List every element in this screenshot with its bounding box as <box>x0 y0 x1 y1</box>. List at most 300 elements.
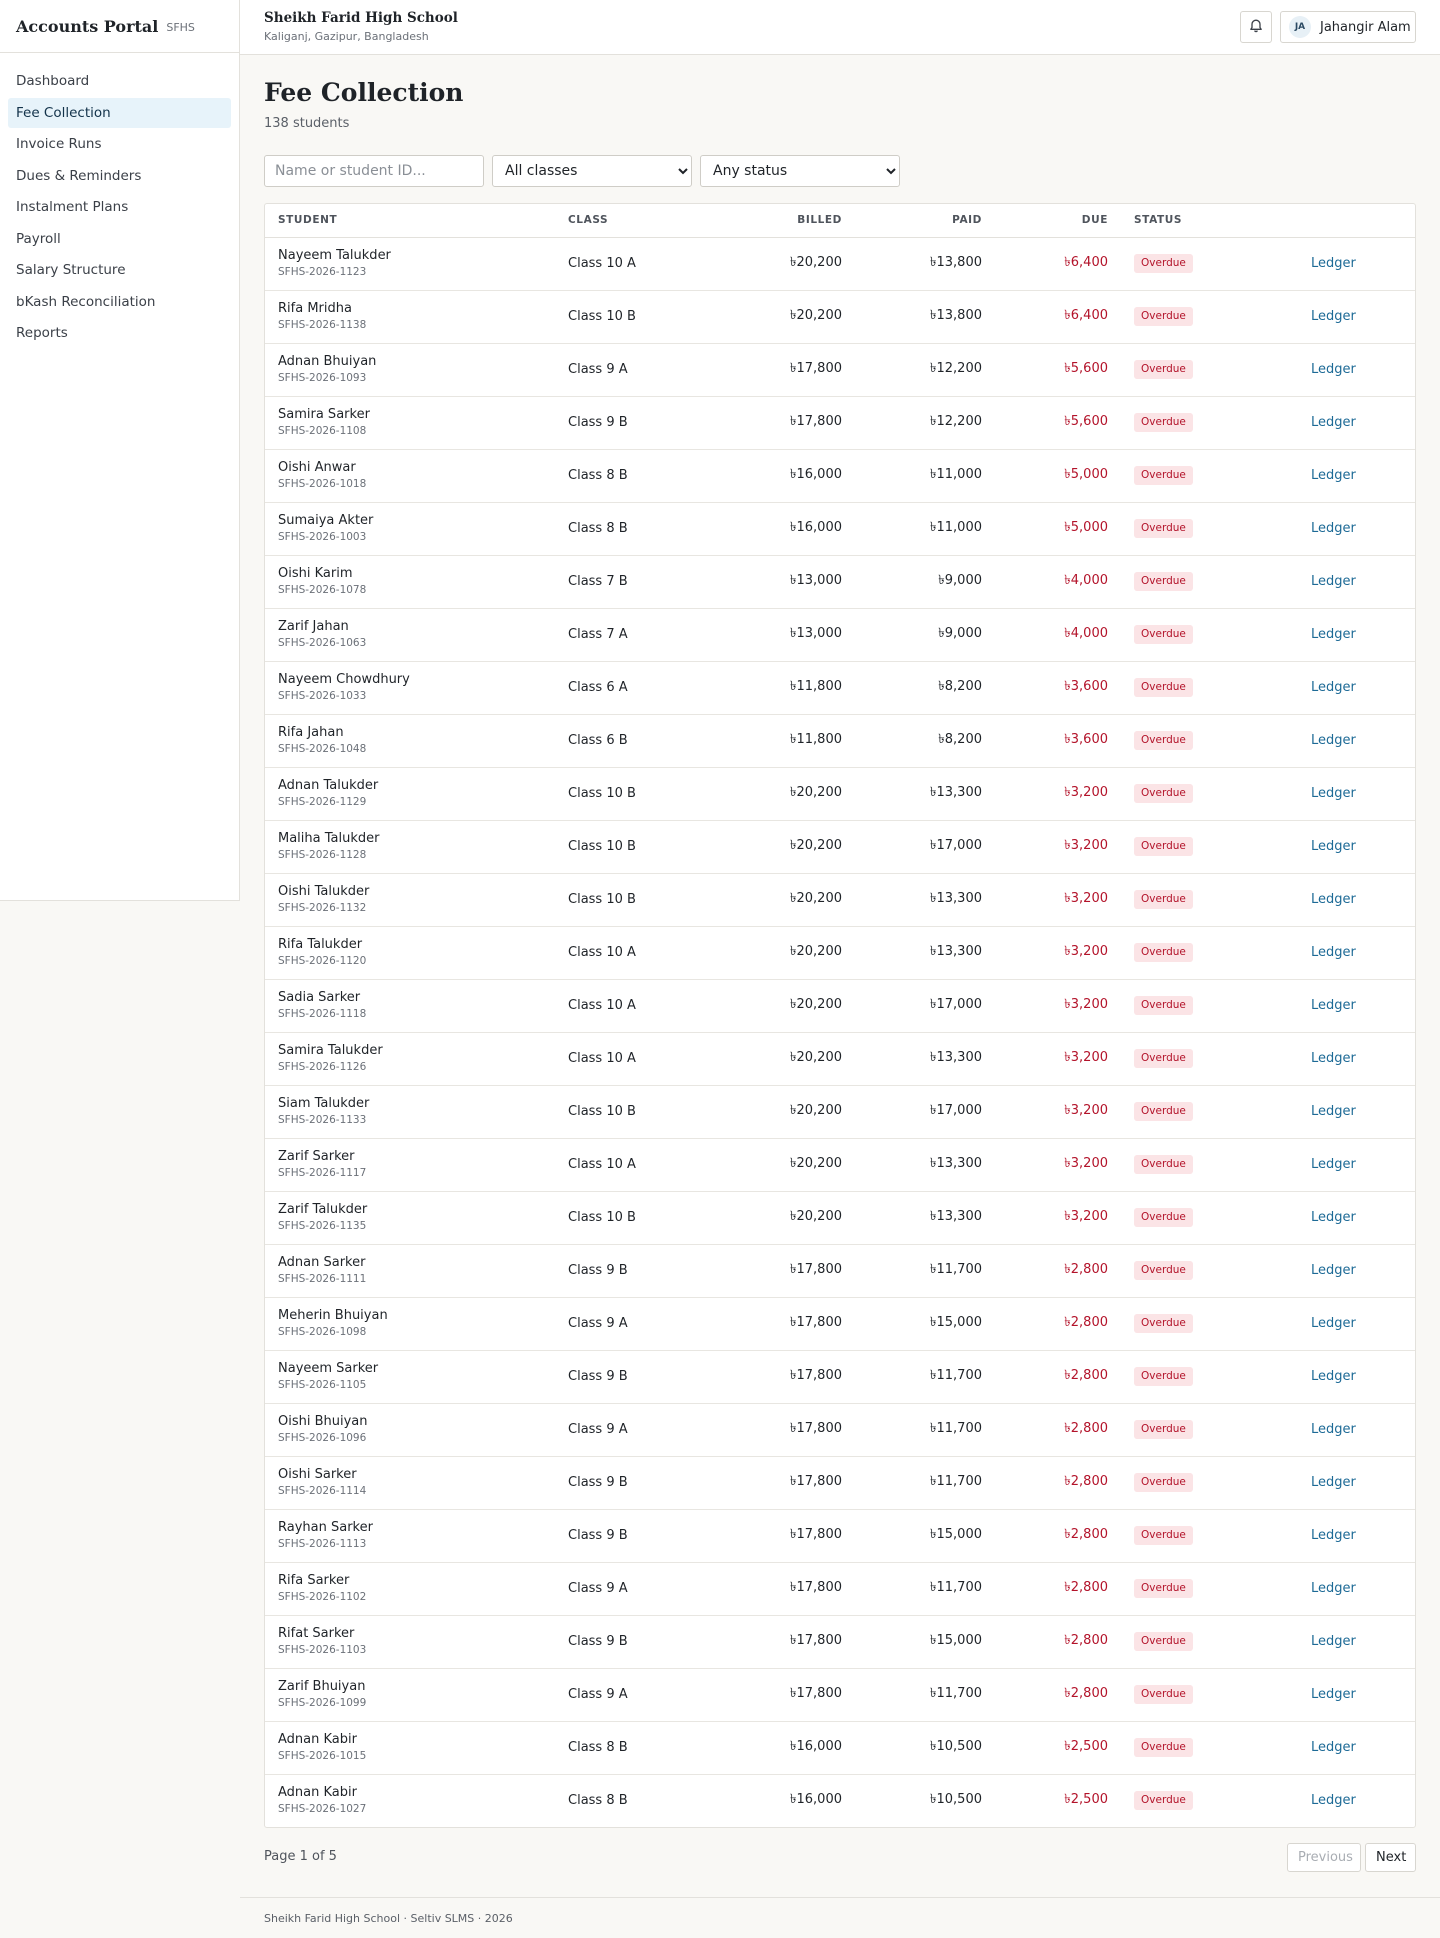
student-id: SFHS-2026-1133 <box>278 1114 367 1126</box>
action-cell <box>1271 873 1416 926</box>
student-cell <box>265 873 555 926</box>
table-header-row <box>265 204 1416 237</box>
action-cell <box>1271 1562 1416 1615</box>
sidebar-item-reports[interactable]: Reports <box>16 325 68 341</box>
student-name: Oishi Bhuiyan <box>278 1414 368 1429</box>
ledger-link[interactable]: Ledger <box>1311 1316 1356 1331</box>
action-cell <box>1271 1509 1416 1562</box>
table-row <box>265 290 1416 343</box>
status-cell <box>1121 555 1271 608</box>
ledger-link[interactable]: Ledger <box>1311 309 1356 324</box>
sidebar-item-dashboard[interactable]: Dashboard <box>16 73 90 89</box>
class-cell: Class 9 A <box>568 1581 628 1596</box>
table-row <box>265 502 1416 555</box>
paid-cell: ৳13,300 <box>930 1050 982 1065</box>
table-row <box>265 1721 1416 1774</box>
class-cell: Class 10 A <box>568 945 636 960</box>
paid-cell: ৳13,300 <box>930 785 982 800</box>
class-cell: Class 10 B <box>568 1104 636 1119</box>
status-badge: Overdue <box>1134 1473 1193 1492</box>
ledger-link[interactable]: Ledger <box>1311 786 1356 801</box>
status-badge: Overdue <box>1134 466 1193 485</box>
status-cell <box>1121 608 1271 661</box>
sidebar-item-bkash-reconciliation[interactable]: bKash Reconciliation <box>16 293 156 310</box>
status-cell <box>1121 237 1271 290</box>
student-id: SFHS-2026-1108 <box>278 425 367 437</box>
status-cell <box>1121 1668 1271 1721</box>
class-cell: Class 9 B <box>568 1528 628 1543</box>
action-cell <box>1271 608 1416 661</box>
table-row <box>265 1509 1416 1562</box>
billed-cell: ৳13,000 <box>790 573 842 588</box>
status-cell <box>1121 1191 1271 1244</box>
table-row <box>265 237 1416 290</box>
ledger-link[interactable]: Ledger <box>1311 733 1356 748</box>
sidebar-item-instalment-plans[interactable]: Instalment Plans <box>16 199 129 215</box>
status-badge: Overdue <box>1134 1261 1193 1280</box>
student-id: SFHS-2026-1103 <box>278 1644 367 1656</box>
status-badge: Overdue <box>1134 413 1193 432</box>
billed-cell: ৳13,000 <box>790 626 842 641</box>
col-header-status[interactable]: STATUS <box>1134 214 1183 227</box>
student-id: SFHS-2026-1027 <box>278 1803 367 1816</box>
table-row <box>265 1562 1416 1615</box>
table-row <box>265 1138 1416 1191</box>
sidebar-item-dues-reminders[interactable]: Dues & Reminders <box>16 167 142 184</box>
status-cell <box>1121 502 1271 555</box>
table-row <box>265 1244 1416 1297</box>
brand-code: SFHS <box>166 20 195 34</box>
sidebar-item-salary-structure[interactable]: Salary Structure <box>16 262 126 278</box>
status-cell <box>1121 1085 1271 1138</box>
class-cell: Class 10 B <box>568 309 636 324</box>
paid-cell: ৳12,200 <box>930 414 982 429</box>
action-cell <box>1271 1456 1416 1509</box>
student-id: SFHS-2026-1078 <box>278 584 367 596</box>
status-badge: Overdue <box>1134 1685 1193 1704</box>
student-cell <box>265 237 555 290</box>
page-title: Fee Collection <box>264 78 464 107</box>
sidebar-item-invoice-runs[interactable]: Invoice Runs <box>16 136 102 152</box>
billed-cell: ৳17,800 <box>790 1580 842 1595</box>
ledger-link[interactable]: Ledger <box>1311 362 1356 377</box>
billed-cell: ৳17,800 <box>790 1474 842 1489</box>
student-name: Zarif Bhuiyan <box>278 1679 366 1694</box>
ledger-link[interactable]: Ledger <box>1311 945 1356 960</box>
table-row <box>265 714 1416 767</box>
table-row <box>265 1456 1416 1509</box>
user-name: Jahangir Alam <box>1320 19 1411 35</box>
student-cell <box>265 820 555 873</box>
class-cell: Class 6 A <box>568 680 628 695</box>
class-cell: Class 7 B <box>568 574 628 589</box>
paid-cell: ৳13,300 <box>930 1209 982 1224</box>
class-cell: Class 10 B <box>568 1210 636 1225</box>
school-name: Sheikh Farid High School <box>264 10 458 26</box>
paid-cell: ৳12,200 <box>930 361 982 376</box>
table-row <box>265 449 1416 502</box>
student-cell <box>265 714 555 767</box>
billed-cell: ৳17,800 <box>790 361 842 376</box>
student-name: Samira Talukder <box>278 1043 383 1058</box>
student-name: Nayeem Talukder <box>278 248 391 263</box>
paid-cell: ৳15,000 <box>930 1633 982 1648</box>
action-cell <box>1271 1668 1416 1721</box>
table-row <box>265 979 1416 1032</box>
status-cell <box>1121 873 1271 926</box>
paid-cell: ৳13,300 <box>930 1156 982 1171</box>
due-cell: ৳5,600 <box>1064 414 1108 429</box>
class-cell: Class 8 B <box>568 468 628 483</box>
student-name: Meherin Bhuiyan <box>278 1308 388 1323</box>
paid-cell: ৳11,000 <box>930 467 982 482</box>
class-cell: Class 10 A <box>568 998 636 1013</box>
billed-cell: ৳17,800 <box>790 1686 842 1701</box>
status-badge: Overdue <box>1134 1049 1193 1068</box>
fee-table <box>264 203 1416 1828</box>
status-badge: Overdue <box>1134 837 1193 856</box>
billed-cell: ৳20,200 <box>790 944 842 959</box>
status-badge: Overdue <box>1134 1579 1193 1598</box>
student-id: SFHS-2026-1033 <box>278 690 367 702</box>
student-name: Adnan Kabir <box>278 1785 357 1801</box>
billed-cell: ৳20,200 <box>790 1050 842 1065</box>
main-area <box>240 0 1440 1938</box>
paid-cell: ৳17,000 <box>930 997 982 1012</box>
student-id: SFHS-2026-1093 <box>278 372 367 384</box>
previous-page-button[interactable]: Previous <box>1287 1843 1361 1872</box>
student-cell <box>265 1509 555 1562</box>
billed-cell: ৳17,800 <box>790 414 842 429</box>
student-name: Samira Sarker <box>278 407 370 422</box>
status-cell <box>1121 343 1271 396</box>
billed-cell: ৳20,200 <box>790 891 842 906</box>
billed-cell: ৳20,200 <box>790 308 842 323</box>
action-cell <box>1271 1721 1416 1774</box>
student-id: SFHS-2026-1138 <box>278 319 367 331</box>
status-badge: Overdue <box>1134 731 1193 750</box>
due-cell: ৳2,800 <box>1064 1421 1108 1436</box>
paid-cell: ৳15,000 <box>930 1527 982 1542</box>
due-cell: ৳2,800 <box>1064 1368 1108 1383</box>
student-cell <box>265 1668 555 1721</box>
paid-cell: ৳13,800 <box>930 255 982 270</box>
class-cell: Class 8 B <box>568 521 628 536</box>
class-cell: Class 8 B <box>568 1740 628 1755</box>
action-cell <box>1271 1191 1416 1244</box>
action-cell <box>1271 1774 1416 1827</box>
ledger-link[interactable]: Ledger <box>1311 1210 1356 1225</box>
class-cell: Class 10 B <box>568 786 636 801</box>
status-cell <box>1121 1615 1271 1668</box>
status-badge: Overdue <box>1134 1314 1193 1333</box>
ledger-link[interactable]: Ledger <box>1311 468 1356 483</box>
ledger-link[interactable]: Ledger <box>1311 892 1356 907</box>
student-cell <box>265 1244 555 1297</box>
ledger-link[interactable]: Ledger <box>1311 998 1356 1013</box>
student-cell <box>265 1085 555 1138</box>
billed-cell: ৳20,200 <box>790 785 842 800</box>
status-badge: Overdue <box>1134 572 1193 591</box>
paid-cell: ৳13,300 <box>930 944 982 959</box>
ledger-link[interactable]: Ledger <box>1311 1104 1356 1119</box>
table-row <box>265 1615 1416 1668</box>
ledger-link[interactable]: Ledger <box>1311 627 1356 642</box>
due-cell: ৳2,500 <box>1064 1739 1108 1754</box>
status-badge: Overdue <box>1134 307 1193 326</box>
status-cell <box>1121 1138 1271 1191</box>
action-cell <box>1271 343 1416 396</box>
due-cell: ৳3,200 <box>1064 1209 1108 1224</box>
status-badge: Overdue <box>1134 1208 1193 1227</box>
paid-cell: ৳9,000 <box>938 573 982 588</box>
student-cell <box>265 1456 555 1509</box>
due-cell: ৳3,200 <box>1064 1156 1108 1171</box>
student-name: Adnan Talukder <box>278 778 379 793</box>
action-cell <box>1271 502 1416 555</box>
paid-cell: ৳9,000 <box>938 626 982 641</box>
billed-cell: ৳16,000 <box>790 1739 842 1754</box>
status-badge: Overdue <box>1134 1738 1193 1757</box>
student-cell <box>265 1774 555 1827</box>
col-header-class[interactable]: CLASS <box>568 214 609 227</box>
status-badge: Overdue <box>1134 1632 1193 1651</box>
action-cell <box>1271 1403 1416 1456</box>
status-badge: Overdue <box>1134 254 1193 273</box>
footer-text: Sheikh Farid High School · Seltiv SLMS · 2026 <box>264 1912 513 1925</box>
action-cell <box>1271 1615 1416 1668</box>
student-name: Sadia Sarker <box>278 990 361 1005</box>
student-cell <box>265 555 555 608</box>
due-cell: ৳3,200 <box>1064 891 1108 906</box>
student-id: SFHS-2026-1015 <box>278 1750 367 1762</box>
student-name: Siam Talukder <box>278 1096 370 1111</box>
ledger-link[interactable]: Ledger <box>1311 839 1356 854</box>
notifications-button[interactable] <box>1240 11 1272 43</box>
class-cell: Class 9 B <box>568 1263 628 1278</box>
student-name: Rifa Mridha <box>278 301 352 316</box>
action-cell <box>1271 290 1416 343</box>
student-id: SFHS-2026-1063 <box>278 637 367 649</box>
ledger-link[interactable]: Ledger <box>1311 1157 1356 1172</box>
paid-cell: ৳11,000 <box>930 520 982 535</box>
brand <box>0 0 239 53</box>
user-menu-button[interactable] <box>1280 11 1416 43</box>
due-cell: ৳5,600 <box>1064 361 1108 376</box>
student-cell <box>265 1138 555 1191</box>
paid-cell: ৳17,000 <box>930 838 982 853</box>
status-cell <box>1121 979 1271 1032</box>
student-id: SFHS-2026-1118 <box>278 1008 367 1020</box>
ledger-link[interactable]: Ledger <box>1311 521 1356 536</box>
action-cell <box>1271 1138 1416 1191</box>
paid-cell: ৳13,300 <box>930 891 982 906</box>
ledger-link[interactable]: Ledger <box>1311 1687 1356 1702</box>
action-cell <box>1271 1350 1416 1403</box>
status-badge: Overdue <box>1134 625 1193 644</box>
student-id: SFHS-2026-1128 <box>278 849 367 861</box>
next-page-button[interactable]: Next <box>1365 1843 1416 1872</box>
paid-cell: ৳11,700 <box>930 1580 982 1595</box>
student-name: Rifa Talukder <box>278 937 363 952</box>
student-cell <box>265 608 555 661</box>
class-cell: Class 8 B <box>568 1793 628 1809</box>
class-cell: Class 9 A <box>568 1422 628 1437</box>
ledger-link[interactable]: Ledger <box>1311 415 1356 430</box>
billed-cell: ৳17,800 <box>790 1262 842 1277</box>
status-cell <box>1121 396 1271 449</box>
ledger-link[interactable]: Ledger <box>1311 1634 1356 1649</box>
student-cell <box>265 343 555 396</box>
class-filter-select[interactable] <box>492 155 692 187</box>
col-header-paid[interactable]: PAID <box>952 214 982 227</box>
ledger-link[interactable]: Ledger <box>1311 574 1356 589</box>
avatar: JA <box>1289 16 1311 38</box>
student-name: Oishi Sarker <box>278 1467 357 1482</box>
class-cell: Class 9 A <box>568 362 628 377</box>
student-id: SFHS-2026-1120 <box>278 955 367 967</box>
status-cell <box>1121 661 1271 714</box>
status-cell <box>1121 820 1271 873</box>
sidebar-item-fee-collection[interactable]: Fee Collection <box>8 98 231 128</box>
due-cell: ৳3,600 <box>1064 732 1108 747</box>
student-name: Adnan Sarker <box>278 1255 366 1270</box>
ledger-link[interactable]: Ledger <box>1311 1793 1356 1809</box>
student-cell <box>265 1403 555 1456</box>
student-name: Sumaiya Akter <box>278 513 374 528</box>
status-cell <box>1121 1032 1271 1085</box>
ledger-link[interactable]: Ledger <box>1311 1369 1356 1384</box>
action-cell <box>1271 396 1416 449</box>
col-header-student[interactable]: STUDENT <box>278 214 338 227</box>
ledger-link[interactable]: Ledger <box>1311 1051 1356 1066</box>
ledger-link[interactable]: Ledger <box>1311 1581 1356 1596</box>
class-cell: Class 10 A <box>568 1051 636 1066</box>
student-name: Adnan Bhuiyan <box>278 354 377 369</box>
due-cell: ৳3,200 <box>1064 838 1108 853</box>
sidebar-item-payroll[interactable]: Payroll <box>16 230 61 247</box>
status-badge: Overdue <box>1134 996 1193 1015</box>
student-id: SFHS-2026-1102 <box>278 1591 367 1603</box>
student-name: Rifa Sarker <box>278 1573 350 1588</box>
action-cell <box>1271 1244 1416 1297</box>
due-cell: ৳6,400 <box>1064 308 1108 323</box>
due-cell: ৳3,200 <box>1064 997 1108 1012</box>
billed-cell: ৳11,800 <box>790 732 842 747</box>
billed-cell: ৳17,800 <box>790 1315 842 1330</box>
due-cell: ৳2,800 <box>1064 1262 1108 1277</box>
col-header-due[interactable]: DUE <box>1081 214 1108 227</box>
status-cell <box>1121 1244 1271 1297</box>
student-id: SFHS-2026-1114 <box>278 1485 367 1497</box>
student-name: Rifa Jahan <box>278 725 344 740</box>
student-cell <box>265 396 555 449</box>
due-cell: ৳3,200 <box>1064 1050 1108 1065</box>
status-badge: Overdue <box>1134 943 1193 962</box>
ledger-link[interactable]: Ledger <box>1311 1528 1356 1543</box>
student-cell <box>265 1032 555 1085</box>
class-cell: Class 9 B <box>568 1475 628 1490</box>
ledger-link[interactable]: Ledger <box>1311 256 1356 271</box>
ledger-link[interactable]: Ledger <box>1311 1422 1356 1437</box>
due-cell: ৳5,000 <box>1064 520 1108 535</box>
status-cell <box>1121 290 1271 343</box>
action-cell <box>1271 926 1416 979</box>
action-cell <box>1271 1085 1416 1138</box>
student-id: SFHS-2026-1135 <box>278 1220 367 1232</box>
ledger-link[interactable]: Ledger <box>1311 680 1356 695</box>
student-id: SFHS-2026-1117 <box>278 1167 367 1179</box>
student-name: Zarif Jahan <box>278 619 349 634</box>
class-cell: Class 10 B <box>568 839 636 854</box>
ledger-link[interactable]: Ledger <box>1311 1263 1356 1278</box>
status-cell <box>1121 1721 1271 1774</box>
paid-cell: ৳11,700 <box>930 1474 982 1489</box>
billed-cell: ৳17,800 <box>790 1421 842 1436</box>
paid-cell: ৳8,200 <box>938 679 982 694</box>
status-badge: Overdue <box>1134 1102 1193 1121</box>
student-cell <box>265 290 555 343</box>
school-location: Kaliganj, Gazipur, Bangladesh <box>264 30 429 43</box>
table-row <box>265 873 1416 926</box>
col-header-billed[interactable]: BILLED <box>797 214 842 227</box>
student-cell <box>265 979 555 1032</box>
brand-title: Accounts Portal <box>16 16 159 36</box>
paid-cell: ৳11,700 <box>930 1368 982 1383</box>
ledger-link[interactable]: Ledger <box>1311 1740 1356 1755</box>
table-row <box>265 1085 1416 1138</box>
paid-cell: ৳11,700 <box>930 1686 982 1701</box>
class-cell: Class 10 B <box>568 892 636 907</box>
billed-cell: ৳20,200 <box>790 997 842 1012</box>
due-cell: ৳4,000 <box>1064 626 1108 641</box>
student-id: SFHS-2026-1105 <box>278 1379 367 1391</box>
student-name: Rayhan Sarker <box>278 1520 373 1535</box>
student-id: SFHS-2026-1096 <box>278 1432 367 1444</box>
due-cell: ৳3,200 <box>1064 944 1108 959</box>
status-badge: Overdue <box>1134 360 1193 379</box>
due-cell: ৳6,400 <box>1064 255 1108 270</box>
due-cell: ৳5,000 <box>1064 467 1108 482</box>
paid-cell: ৳8,200 <box>938 732 982 747</box>
student-name: Nayeem Chowdhury <box>278 672 410 687</box>
status-cell <box>1121 1403 1271 1456</box>
class-cell: Class 9 B <box>568 1634 628 1649</box>
action-cell <box>1271 237 1416 290</box>
due-cell: ৳2,800 <box>1064 1633 1108 1648</box>
due-cell: ৳2,800 <box>1064 1686 1108 1701</box>
table-row <box>265 1403 1416 1456</box>
class-cell: Class 9 B <box>568 1369 628 1384</box>
ledger-link[interactable]: Ledger <box>1311 1475 1356 1490</box>
status-cell <box>1121 767 1271 820</box>
student-name: Maliha Talukder <box>278 831 380 846</box>
student-name: Oishi Talukder <box>278 884 370 899</box>
student-name: Zarif Sarker <box>278 1149 355 1164</box>
student-cell <box>265 1191 555 1244</box>
student-id: SFHS-2026-1111 <box>278 1273 367 1285</box>
search-input[interactable] <box>264 155 484 187</box>
paid-cell: ৳17,000 <box>930 1103 982 1118</box>
billed-cell: ৳20,200 <box>790 255 842 270</box>
due-cell: ৳3,200 <box>1064 785 1108 800</box>
table-row <box>265 1297 1416 1350</box>
status-filter-select[interactable] <box>700 155 900 187</box>
table-row <box>265 1668 1416 1721</box>
paid-cell: ৳13,800 <box>930 308 982 323</box>
student-id: SFHS-2026-1099 <box>278 1697 367 1709</box>
sidebar-nav <box>0 53 239 363</box>
